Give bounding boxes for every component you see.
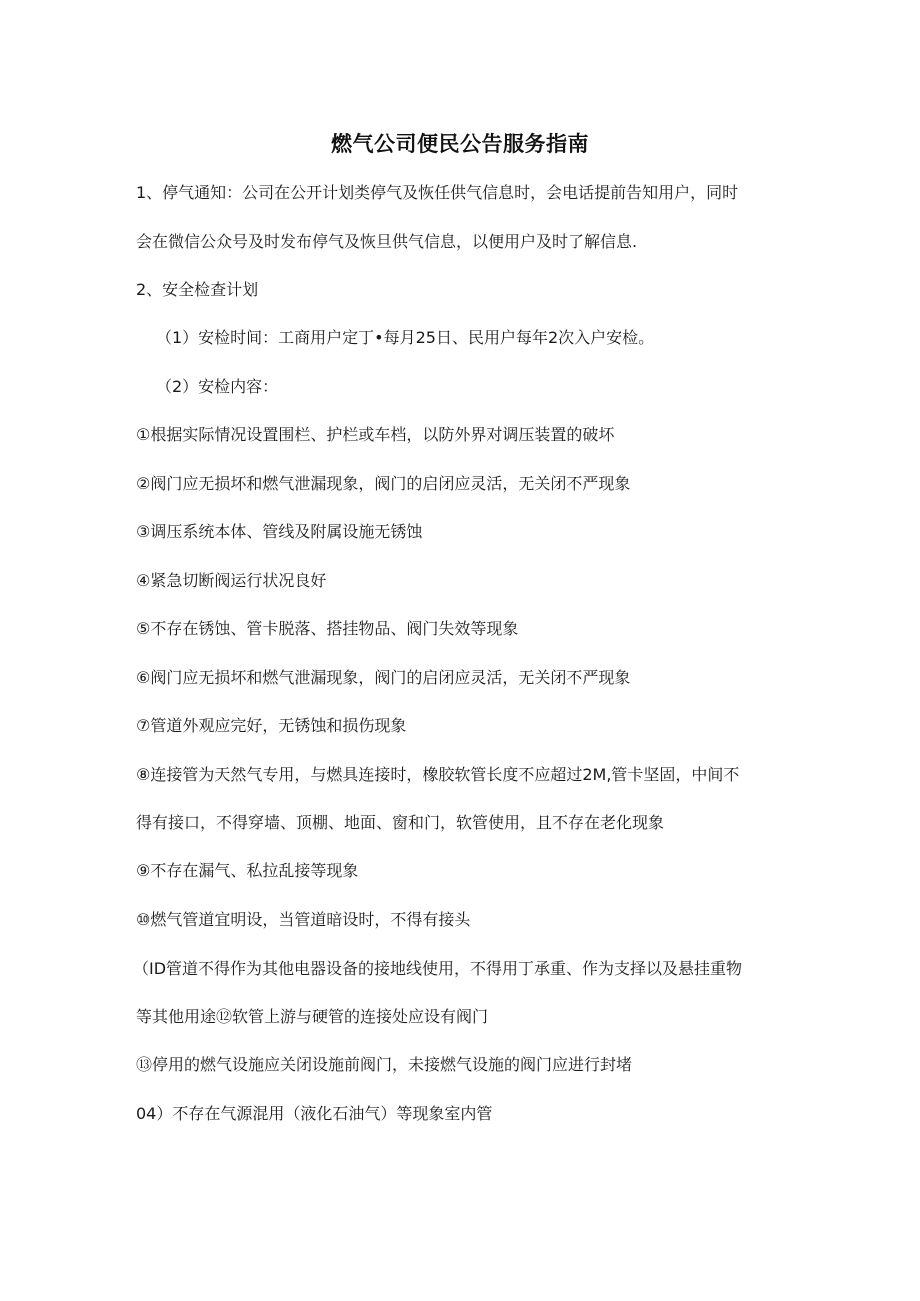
inspection-item-10: ⑩燃气管道宜明设，当管道暗设时，不得有接头 xyxy=(136,910,471,929)
inspection-item-9: ⑨不存在漏气、私拉乱接等现象 xyxy=(136,861,359,880)
inspection-item-1: ①根据实际情况设置围栏、护栏或车档，以防外界对调压装置的破坏 xyxy=(136,425,615,444)
inspection-item-11-12-line-2: 等其他用途⑫软管上游与硬管的连接处应设有阀门 xyxy=(136,1007,489,1026)
inspection-item-6: ⑥阀门应无损坏和燃气泄漏现象，阀门的启闭应灵活，无关闭不严现象 xyxy=(136,668,631,687)
notice-stop-gas-line-1: 1、停气通知：公司在公开计划类停气及恢任供气信息时，会电话提前告知用户，同时 xyxy=(136,183,739,202)
inspection-time-item: （1）安检时间：工商用户定丁•每月25日、民用户每年2次入户安检。 xyxy=(156,328,655,347)
inspection-item-5: ⑤不存在锈蚀、管卡脱落、搭挂物品、阀门失效等现象 xyxy=(136,619,519,638)
inspection-item-4: ④紧急切断阀运行状况良好 xyxy=(136,571,327,590)
inspection-content-heading: （2）安检内容： xyxy=(156,377,279,396)
inspection-item-8-line-1: ⑧连接管为天然气专用，与燃具连接时，橡胶软管长度不应超过2M,管卡坚固，中间不 xyxy=(136,765,740,784)
inspection-item-13: ⑬停用的燃气设施应关闭设施前阀门，未接燃气设施的阀门应进行封堵 xyxy=(136,1055,633,1074)
inspection-item-2: ②阀门应无损坏和燃气泄漏现象，阀门的启闭应灵活，无关闭不严现象 xyxy=(136,474,631,493)
document-title: 燃气公司便民公告服务指南 xyxy=(331,132,589,156)
notice-stop-gas-line-2: 会在微信公众号及时发布停气及恢旦供气信息，以便用户及时了解信息. xyxy=(136,232,638,251)
inspection-item-14: 04）不存在气源混用（液化石油气）等现象室内管 xyxy=(136,1104,493,1123)
inspection-item-7: ⑦管道外观应完好，无锈蚀和损伤现象 xyxy=(136,716,407,735)
section-safety-inspection-heading: 2、安全检查计划 xyxy=(136,280,259,299)
inspection-item-8-line-2: 得有接口，不得穿墙、顶棚、地面、窗和门，软管使用，且不存在老化现象 xyxy=(136,813,665,832)
inspection-item-11-line-1: （ID管道不得作为其他电器设备的接地线使用，不得用丁承重、作为支择以及悬挂重物 xyxy=(133,959,743,978)
inspection-item-3: ③调压系统本体、管线及附属设施无锈蚀 xyxy=(136,522,423,541)
